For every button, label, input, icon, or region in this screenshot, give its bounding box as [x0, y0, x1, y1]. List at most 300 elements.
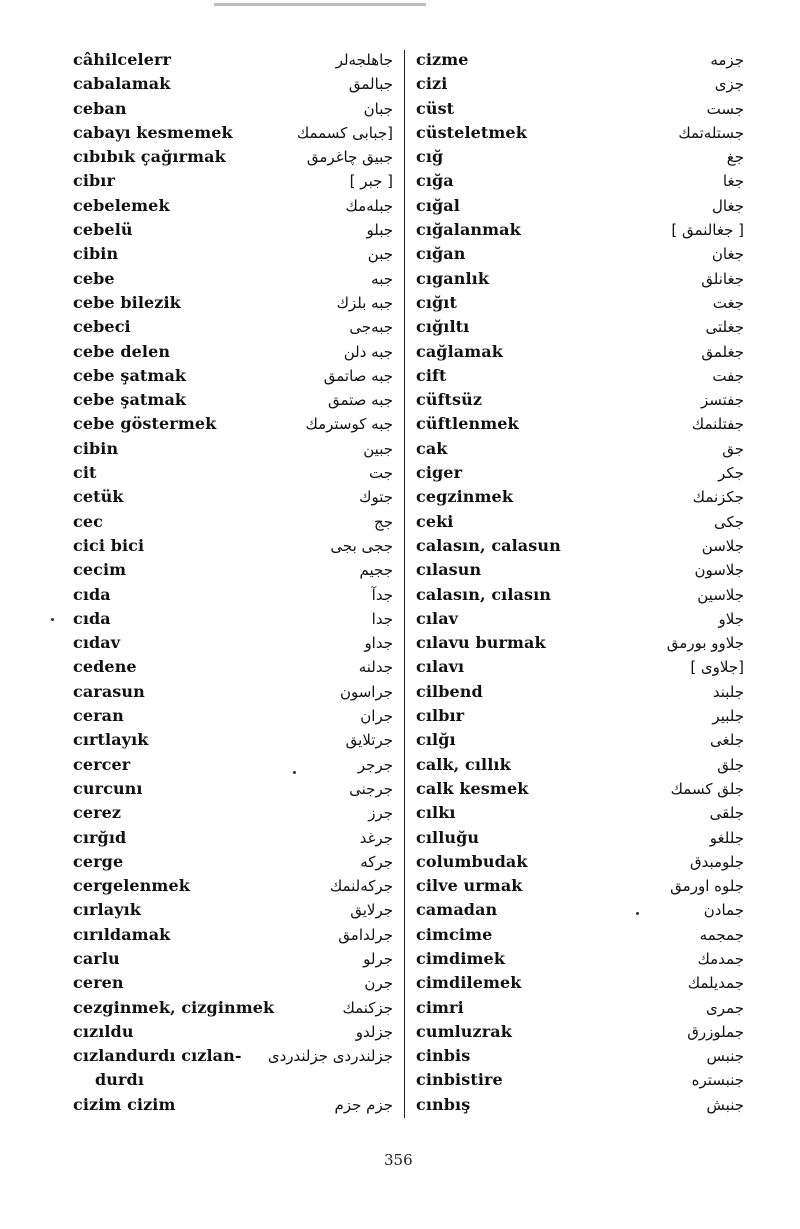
- entry-latin: [73, 364, 186, 388]
- entry-ottoman-script: جبان: [363, 99, 393, 118]
- entry-latin-text: cinbis: [416, 1046, 471, 1066]
- dictionary-entry: [73, 704, 393, 728]
- entry-latin-text: cercer: [73, 754, 131, 774]
- dictionary-entry: [73, 631, 393, 655]
- dictionary-entry: [73, 48, 393, 72]
- dictionary-entry: [416, 242, 744, 266]
- entry-ottoman-script: جلاسين: [697, 585, 744, 604]
- dictionary-entry: [73, 728, 393, 752]
- entry-ottoman-script: جبه صتمق: [327, 391, 393, 410]
- entry-latin-text: cıda: [73, 584, 111, 604]
- entry-latin-text: cızıldu: [73, 1021, 134, 1041]
- entry-latin: [416, 534, 561, 558]
- entry-ottoman-script: جبن: [367, 245, 393, 264]
- entry-latin-text: cızlandurdı cızlan-: [73, 1046, 242, 1066]
- entry-latin: [416, 97, 454, 121]
- entry-latin-text: cılavu burmak: [416, 633, 546, 653]
- entry-latin-text: cizme: [416, 50, 469, 69]
- dictionary-entry: [73, 534, 393, 558]
- dictionary-entry: [73, 97, 393, 121]
- entry-ottoman-script: جبه صاتمق: [323, 366, 393, 385]
- entry-latin: [73, 145, 226, 169]
- entry-ottoman-script: جرلايق: [350, 901, 393, 920]
- entry-latin: [73, 461, 97, 485]
- entry-latin-text: columbudak: [416, 851, 528, 871]
- dictionary-entry: [416, 777, 744, 801]
- entry-ottoman-script: جستلەتمك: [678, 123, 744, 142]
- entry-latin-text: cici bici: [73, 535, 145, 555]
- dictionary-entry: [73, 388, 393, 412]
- entry-ottoman-script: [جلاوى ]: [690, 658, 744, 677]
- dictionary-entry: [73, 194, 393, 218]
- entry-latin-text: cıda: [73, 608, 111, 628]
- entry-latin: [73, 923, 170, 947]
- entry-latin-text: cebe göstermek: [73, 414, 217, 434]
- dictionary-entry: [416, 169, 744, 193]
- entry-latin-text: calasın, calasun: [416, 535, 561, 555]
- entry-latin-text: cebe şatmak: [73, 365, 187, 385]
- entry-latin: [73, 291, 181, 315]
- entry-ottoman-script: [ جغالنمق ]: [671, 221, 744, 240]
- entry-ottoman-script: جلاسن: [701, 536, 744, 555]
- entry-latin-text: cılbır: [416, 706, 465, 726]
- dictionary-entry: [73, 145, 393, 169]
- dictionary-entry: [73, 72, 393, 96]
- dictionary-entry: [416, 145, 744, 169]
- dictionary-entry: [416, 801, 744, 825]
- entry-ottoman-script: جبالمق: [348, 75, 393, 94]
- entry-ottoman-script: [جبابى كسممك: [296, 123, 393, 142]
- entry-ottoman-script: جمادن: [703, 901, 744, 920]
- entry-latin: [73, 1093, 176, 1117]
- dictionary-entry: [416, 1093, 744, 1117]
- dictionary-entry: [416, 121, 744, 145]
- entry-latin-text: calasın, cılasın: [416, 584, 551, 604]
- entry-latin: [416, 291, 457, 315]
- entry-latin-text: cebe: [73, 268, 115, 288]
- entry-latin-text: cumluzrak: [416, 1021, 512, 1041]
- entry-ottoman-script: جرلو: [363, 949, 393, 968]
- entry-latin: [73, 218, 133, 242]
- entry-ottoman-script: جزى: [714, 75, 744, 94]
- entry-latin-text: cığ: [416, 147, 444, 167]
- entry-latin-text: cift: [416, 365, 447, 385]
- entry-latin: [73, 898, 141, 922]
- entry-ottoman-script: جغلتى: [705, 318, 744, 337]
- dictionary-entry: [416, 898, 744, 922]
- dictionary-entry: [416, 437, 744, 461]
- entry-ottoman-script: جبين: [363, 439, 393, 458]
- entry-latin: [416, 218, 521, 242]
- entry-latin: [73, 267, 115, 291]
- entry-latin: [73, 704, 124, 728]
- entry-ottoman-script: جاهلجەلر: [335, 51, 393, 69]
- dictionary-entry: [416, 971, 744, 995]
- dictionary-entry: [73, 996, 393, 1020]
- entry-latin: [416, 850, 528, 874]
- entry-latin-text: cimcime: [416, 924, 493, 944]
- entry-latin-text: ciger: [416, 463, 463, 483]
- dictionary-entry: [416, 48, 744, 72]
- entry-latin: [73, 680, 145, 704]
- entry-latin-text: cığıltı: [416, 317, 470, 337]
- entry-latin: [73, 169, 115, 193]
- column-divider: [404, 50, 405, 1118]
- dictionary-entry: [73, 510, 393, 534]
- entry-latin-text: cıganlık: [416, 268, 490, 288]
- entry-ottoman-script: جبه بلزك: [336, 293, 393, 312]
- entry-latin-text: cınbış: [416, 1094, 471, 1114]
- dictionary-entry: [73, 777, 393, 801]
- dictionary-entry: [73, 558, 393, 582]
- entry-latin-text: cetük: [73, 487, 124, 507]
- dictionary-entry: [73, 364, 393, 388]
- entry-latin: [416, 461, 462, 485]
- entry-ottoman-script: جدلنه: [358, 658, 393, 677]
- entry-latin: [416, 145, 443, 169]
- entry-latin: [73, 97, 127, 121]
- entry-latin-text: cüftlenmek: [416, 414, 519, 434]
- entry-ottoman-script: جنبس: [706, 1047, 744, 1066]
- entry-latin: [73, 1044, 242, 1092]
- entry-ottoman-script: جرتلايق: [345, 731, 393, 750]
- entry-latin: [416, 72, 447, 96]
- dictionary-entry: [416, 340, 744, 364]
- top-scan-mark: [214, 3, 426, 6]
- entry-latin: [73, 388, 186, 412]
- entry-ottoman-script: جرلدامق: [338, 925, 393, 944]
- dictionary-entry: [416, 631, 744, 655]
- dictionary-entry: [73, 850, 393, 874]
- entry-ottoman-script: جزلدو: [355, 1022, 393, 1041]
- entry-ottoman-script: جق: [722, 439, 744, 458]
- entry-latin: [416, 48, 469, 72]
- entry-ottoman-script: جدا: [371, 609, 393, 628]
- entry-ottoman-script: جركەلنمك: [329, 877, 393, 896]
- entry-latin: [416, 267, 489, 291]
- entry-latin-continuation: durdı: [95, 1070, 145, 1090]
- dictionary-entry: [416, 97, 744, 121]
- entry-latin: [416, 364, 447, 388]
- entry-latin: [73, 315, 131, 339]
- entry-latin: [416, 704, 464, 728]
- entry-latin: [73, 72, 170, 96]
- dictionary-entry: [416, 72, 744, 96]
- entry-latin: [73, 558, 126, 582]
- dictionary-entry: [416, 607, 744, 631]
- entry-latin: [416, 1020, 512, 1044]
- stray-dot: [636, 912, 639, 915]
- entry-ottoman-script: جفتلنمك: [691, 415, 744, 434]
- entry-latin: [73, 777, 143, 801]
- entry-latin-text: ceki: [416, 511, 454, 531]
- entry-ottoman-script: جلاوو بورمق: [666, 634, 744, 653]
- entry-ottoman-script: جغال: [712, 196, 744, 215]
- dictionary-entry: [416, 388, 744, 412]
- dictionary-entry: [416, 850, 744, 874]
- entry-latin: [416, 412, 519, 436]
- entry-ottoman-script: جبەجى: [349, 318, 393, 337]
- dictionary-entry: [416, 218, 744, 242]
- entry-latin-text: cebeci: [73, 317, 131, 337]
- entry-ottoman-script: جدآ: [371, 585, 393, 604]
- entry-latin: [73, 850, 123, 874]
- entry-ottoman-script: جبه دلن: [343, 342, 393, 361]
- entry-ottoman-script: جلبير: [712, 707, 744, 726]
- entry-latin-text: cabalamak: [73, 74, 171, 94]
- entry-latin-text: cebe şatmak: [73, 390, 187, 410]
- entry-ottoman-script: جغانلق: [701, 269, 744, 288]
- entry-ottoman-script: جلق: [717, 755, 744, 774]
- entry-latin-text: cebe delen: [73, 341, 171, 361]
- entry-ottoman-script: جغ: [726, 148, 744, 167]
- dictionary-entry: [416, 680, 744, 704]
- entry-latin: [416, 801, 456, 825]
- entry-latin-text: cilbend: [416, 681, 483, 701]
- entry-latin-text: ceban: [73, 98, 127, 118]
- entry-ottoman-script: جلقى: [709, 804, 744, 823]
- entry-latin-text: cüftsüz: [416, 390, 483, 410]
- entry-latin: [416, 826, 479, 850]
- entry-latin-text: cağlamak: [416, 341, 503, 361]
- entry-latin: [416, 728, 456, 752]
- entry-latin: [416, 607, 458, 631]
- dictionary-entry: [73, 340, 393, 364]
- dictionary-entry: [73, 971, 393, 995]
- entry-latin-text: cimri: [416, 997, 464, 1017]
- dictionary-entry: [73, 412, 393, 436]
- entry-latin-text: carasun: [73, 681, 145, 701]
- entry-latin: [416, 655, 464, 679]
- entry-latin: [73, 801, 121, 825]
- entry-ottoman-script: جت: [368, 464, 393, 483]
- entry-latin: [73, 996, 274, 1020]
- dictionary-entry: [73, 801, 393, 825]
- entry-ottoman-script: جغت: [712, 293, 744, 312]
- entry-latin-text: cırğıd: [73, 827, 127, 847]
- entry-ottoman-script: جنبش: [706, 1095, 744, 1114]
- entry-ottoman-script: ججيم: [359, 561, 393, 580]
- entry-latin-text: cibır: [73, 171, 116, 191]
- dictionary-entry: [73, 1044, 393, 1093]
- entry-latin-text: cegzinmek: [416, 487, 514, 507]
- dictionary-entry: [73, 898, 393, 922]
- entry-latin-text: cüst: [416, 98, 455, 118]
- dictionary-entry: [416, 728, 744, 752]
- entry-ottoman-script: جنبستره: [691, 1071, 744, 1090]
- entry-latin: [416, 1044, 470, 1068]
- dictionary-entry: [73, 753, 393, 777]
- entry-latin-text: cüsteletmek: [416, 122, 527, 142]
- entry-latin-text: cerez: [73, 803, 122, 823]
- entry-latin-text: ceren: [73, 973, 124, 993]
- entry-latin-text: cimdilemek: [416, 973, 522, 993]
- dictionary-entry: [73, 485, 393, 509]
- entry-ottoman-script: جركه: [360, 852, 393, 871]
- dictionary-entry: [416, 655, 744, 679]
- entry-ottoman-script: جمديلمك: [687, 974, 744, 993]
- dictionary-entry: [73, 315, 393, 339]
- dictionary-entry: [416, 996, 744, 1020]
- entry-latin: [416, 340, 503, 364]
- dictionary-entry: [73, 607, 393, 631]
- entry-ottoman-script: جداو: [364, 634, 393, 653]
- entry-ottoman-script: جبيق چاغرمق: [306, 148, 393, 167]
- entry-latin: [73, 971, 124, 995]
- entry-latin: [416, 169, 454, 193]
- entry-latin-text: cığıt: [416, 292, 457, 312]
- entry-latin: [416, 194, 460, 218]
- margin-mark: [51, 618, 54, 621]
- entry-latin: [416, 753, 511, 777]
- entry-latin: [416, 558, 481, 582]
- entry-latin-text: carlu: [73, 948, 120, 968]
- dictionary-entry: [416, 753, 744, 777]
- dictionary-entry: [73, 291, 393, 315]
- entry-ottoman-script: جزمه: [710, 51, 744, 69]
- entry-ottoman-script: جزلندردى جزلندردى: [267, 1047, 393, 1066]
- entry-latin: [416, 777, 528, 801]
- entry-ottoman-script: جزكنمك: [342, 998, 393, 1017]
- entry-ottoman-script: جمجمه: [699, 925, 744, 944]
- entry-latin: [73, 534, 144, 558]
- entry-latin-text: cit: [73, 463, 97, 483]
- entry-latin: [416, 971, 521, 995]
- dictionary-entry: [73, 242, 393, 266]
- entry-latin: [416, 1068, 503, 1092]
- entry-latin: [73, 194, 170, 218]
- entry-latin-text: cığal: [416, 195, 460, 215]
- dictionary-entry: [416, 1044, 744, 1068]
- entry-latin-text: cıbıbık çağırmak: [73, 147, 226, 167]
- entry-ottoman-script: جلوه اورمق: [670, 877, 744, 896]
- entry-latin: [73, 437, 118, 461]
- entry-latin-text: cilve urmak: [416, 876, 523, 896]
- entry-latin-text: cinbistire: [416, 1070, 503, 1090]
- entry-latin: [73, 583, 111, 607]
- entry-latin: [73, 607, 111, 631]
- dictionary-entry: [416, 461, 744, 485]
- dictionary-entry: [416, 704, 744, 728]
- entry-latin: [416, 485, 513, 509]
- entry-latin-text: cığan: [416, 244, 466, 264]
- dictionary-entry: [73, 218, 393, 242]
- dictionary-entry: [73, 121, 393, 145]
- entry-latin: [73, 728, 148, 752]
- entry-ottoman-script: جران: [360, 707, 393, 726]
- entry-latin: [416, 510, 454, 534]
- page-number: 356: [384, 1151, 413, 1169]
- dictionary-entry: [416, 194, 744, 218]
- entry-latin: [73, 1020, 134, 1044]
- entry-latin: [73, 340, 170, 364]
- dictionary-entry: [416, 558, 744, 582]
- dictionary-entry: [416, 315, 744, 339]
- entry-ottoman-script: جبلەمك: [345, 196, 393, 215]
- entry-latin-text: cebe bilezik: [73, 292, 181, 312]
- entry-latin-text: calk, cıllık: [416, 754, 511, 774]
- entry-latin: [416, 315, 469, 339]
- entry-ottoman-script: جلق كسمك: [670, 779, 744, 798]
- dictionary-entry: [416, 583, 744, 607]
- dictionary-entry: [416, 874, 744, 898]
- entry-ottoman-script: جلغى: [710, 731, 744, 750]
- entry-latin-text: cılasun: [416, 560, 482, 580]
- dictionary-entry: [416, 485, 744, 509]
- dictionary-entry: [73, 169, 393, 193]
- dictionary-entry: [416, 291, 744, 315]
- entry-ottoman-script: جج: [374, 512, 393, 531]
- entry-ottoman-script: جلاو: [718, 609, 744, 628]
- entry-ottoman-script: جبه كوسترمك: [305, 415, 393, 434]
- entry-latin-text: cabayı kesmemek: [73, 122, 233, 142]
- entry-ottoman-script: جست: [706, 99, 744, 118]
- entry-ottoman-script: جغلمق: [701, 342, 744, 361]
- dictionary-entry: [73, 267, 393, 291]
- entry-latin-text: cergelenmek: [73, 876, 190, 896]
- entry-ottoman-script: جمرى: [706, 998, 744, 1017]
- entry-latin-text: cığa: [416, 171, 454, 191]
- entry-latin-text: cılavı: [416, 657, 465, 677]
- dictionary-entry: [73, 680, 393, 704]
- dictionary-entry: [416, 1020, 744, 1044]
- dictionary-entry: [416, 1068, 744, 1092]
- entry-latin: [73, 510, 103, 534]
- entry-latin: [416, 874, 523, 898]
- entry-latin-text: câhilcelerr: [73, 50, 172, 69]
- entry-ottoman-script: جغان: [711, 245, 744, 264]
- entry-latin-text: cimdimek: [416, 948, 506, 968]
- entry-latin: [73, 753, 130, 777]
- entry-latin-text: cizi: [416, 74, 448, 94]
- entry-latin-text: cılluğu: [416, 827, 480, 847]
- entry-latin-text: cizim cizim: [73, 1094, 176, 1114]
- dictionary-entry: [73, 1020, 393, 1044]
- entry-latin-text: cerge: [73, 851, 124, 871]
- entry-ottoman-script: جكزنمك: [692, 488, 744, 507]
- entry-latin: [73, 655, 137, 679]
- dictionary-entry: [73, 826, 393, 850]
- entry-ottoman-script: جرز: [368, 804, 393, 823]
- entry-latin-text: cığalanmak: [416, 220, 521, 240]
- dictionary-entry: [73, 437, 393, 461]
- entry-latin-text: ceran: [73, 706, 124, 726]
- entry-ottoman-script: جفت: [712, 366, 744, 385]
- entry-latin: [416, 923, 492, 947]
- dictionary-entry: [73, 583, 393, 607]
- dictionary-entry: [416, 364, 744, 388]
- entry-latin-text: cedene: [73, 657, 137, 677]
- entry-latin-text: cibin: [73, 244, 119, 264]
- entry-ottoman-script: جرغد: [359, 828, 393, 847]
- dictionary-entry: [73, 1093, 393, 1117]
- entry-latin: [73, 121, 233, 145]
- entry-latin-text: cılkı: [416, 803, 456, 823]
- entry-ottoman-script: جرن: [364, 974, 393, 993]
- entry-latin: [416, 242, 466, 266]
- dictionary-entry: [73, 947, 393, 971]
- dictionary-entry: [73, 874, 393, 898]
- dictionary-entry: [416, 510, 744, 534]
- entry-ottoman-script: ججى بجى: [330, 536, 393, 555]
- entry-latin-text: cırtlayık: [73, 730, 149, 750]
- entry-latin: [73, 412, 216, 436]
- dictionary-entry: [416, 923, 744, 947]
- entry-latin-text: cılğı: [416, 730, 456, 750]
- entry-latin: [73, 947, 120, 971]
- dictionary-entry: [416, 947, 744, 971]
- entry-latin-text: cıdav: [73, 633, 121, 653]
